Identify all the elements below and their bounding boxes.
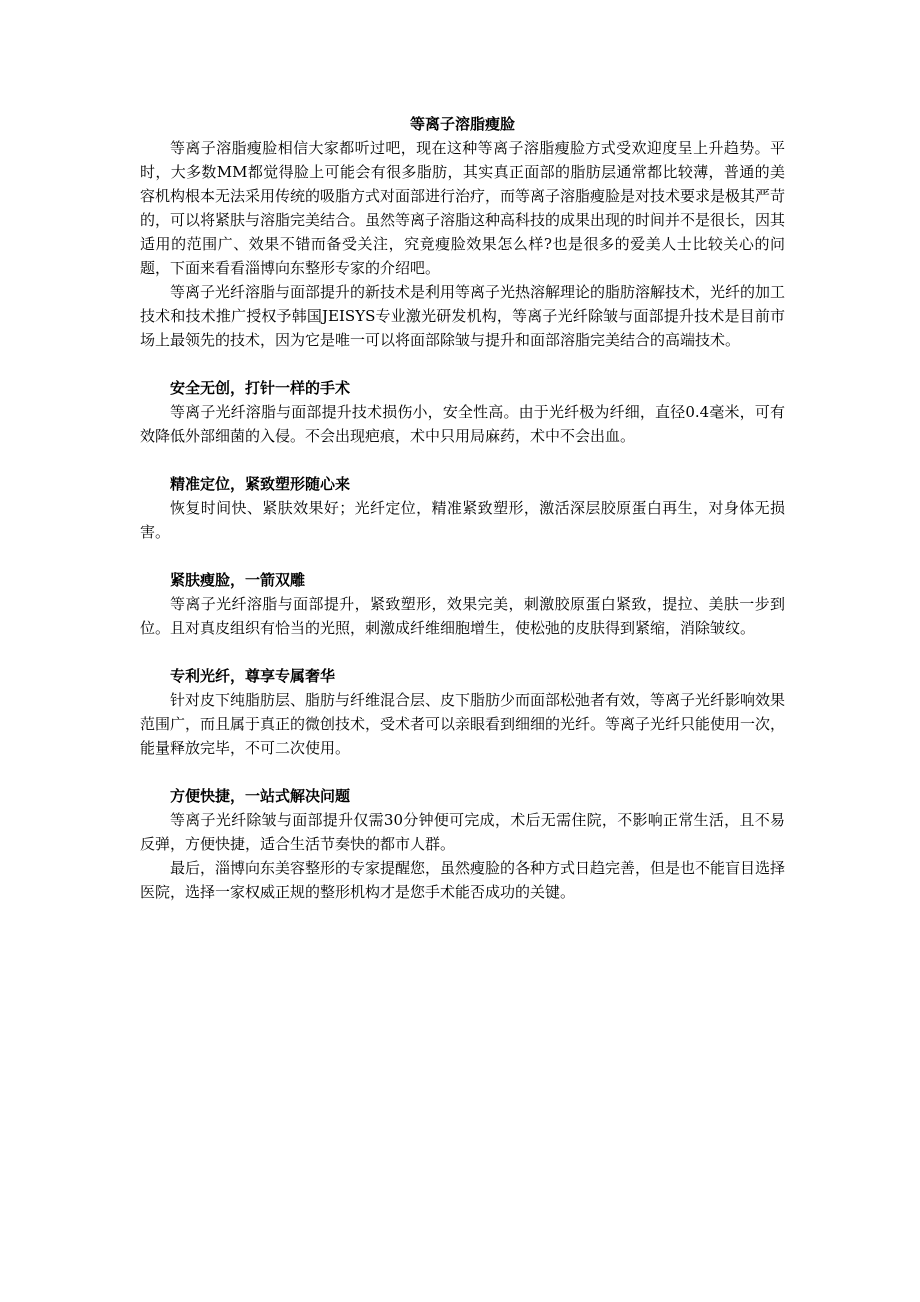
section-paragraph-safety: 等离子光纤溶脂与面部提升技术损伤小，安全性高。由于光纤极为纤细，直径0.4毫米，可有效降低外部细菌的入侵。不会出现疤痕，术中只用局麻药，术中不会出血。 bbox=[140, 403, 785, 445]
intro-paragraph-2: 等离子光纤溶脂与面部提升的新技术是利用等离子光热溶解理论的脂肪溶解技术，光纤的加工技术和技术推广授权予韩国JEISYS专业激光研发机构，等离子光纤除皱与面部提升技术是目前市场上最领先的技术，因为它是唯一可以将面部除皱与提升和面部溶脂完美结合的高端技术。 bbox=[140, 283, 786, 349]
section-heading-safety: 安全无创，打针一样的手术 bbox=[170, 379, 351, 397]
document-title: 等离子溶脂瘦脸 bbox=[409, 115, 515, 133]
section-paragraph-precision: 恢复时间快、紧肤效果好；光纤定位，精准紧致塑形，激活深层胶原蛋白再生，对身体无损害。 bbox=[140, 499, 785, 541]
section-heading-convenience: 方便快捷，一站式解决问题 bbox=[170, 787, 351, 805]
intro-paragraph-1: 等离子溶脂瘦脸相信大家都听过吧，现在这种等离子溶脂瘦脸方式受欢迎度呈上升趋势。平时，大多数MM都觉得脸上可能会有很多脂肪，其实真正面部的脂肪层通常都比较薄，普通的美容机构根本无法采用传统的吸脂方式对面部进行治疗，而等离子溶脂瘦脸是对技术要求是极其严苛的，可以将紧肤与溶脂完美结合。虽然等离子溶脂这种高科技的成果出现的时间并不是很长，因其适用的范围广、效果不错而备受关注，究竟瘦脸效果怎么样?也是很多的爱美人士比较关心的问题，下面来看看淄博向东整形专家的介绍吧。 bbox=[140, 139, 786, 277]
section-paragraph-patent: 针对皮下纯脂肪层、脂肪与纤维混合层、皮下脂肪少而面部松弛者有效，等离子光纤影响效果范围广，而且属于真正的微创技术，受术者可以亲眼看到细细的光纤。等离子光纤只能使用一次，能量释放完毕，不可二次使用。 bbox=[140, 691, 786, 757]
section-heading-precision: 精准定位，紧致塑形随心来 bbox=[170, 475, 351, 493]
section-paragraph-firming: 等离子光纤溶脂与面部提升，紧致塑形，效果完美，刺激胶原蛋白紧致，提拉、美肤一步到位。且对真皮组织有恰当的光照，刺激成纤维细胞增生，使松弛的皮肤得到紧缩，消除皱纹。 bbox=[140, 595, 785, 637]
section-paragraph-convenience: 等离子光纤除皱与面部提升仅需30分钟便可完成，术后无需住院，不影响正常生活，且不易反弹，方便快捷，适合生活节奏快的都市人群。 bbox=[140, 811, 785, 853]
section-heading-firming: 紧肤瘦脸，一箭双雕 bbox=[170, 571, 306, 589]
document-page bbox=[140, 112, 785, 904]
section-heading-patent: 专利光纤，尊享专属奢华 bbox=[170, 667, 336, 685]
closing-paragraph: 最后，淄博向东美容整形的专家提醒您，虽然瘦脸的各种方式日趋完善，但是也不能盲目选择医院，选择一家权威正规的整形机构才是您手术能否成功的关键。 bbox=[140, 859, 786, 901]
